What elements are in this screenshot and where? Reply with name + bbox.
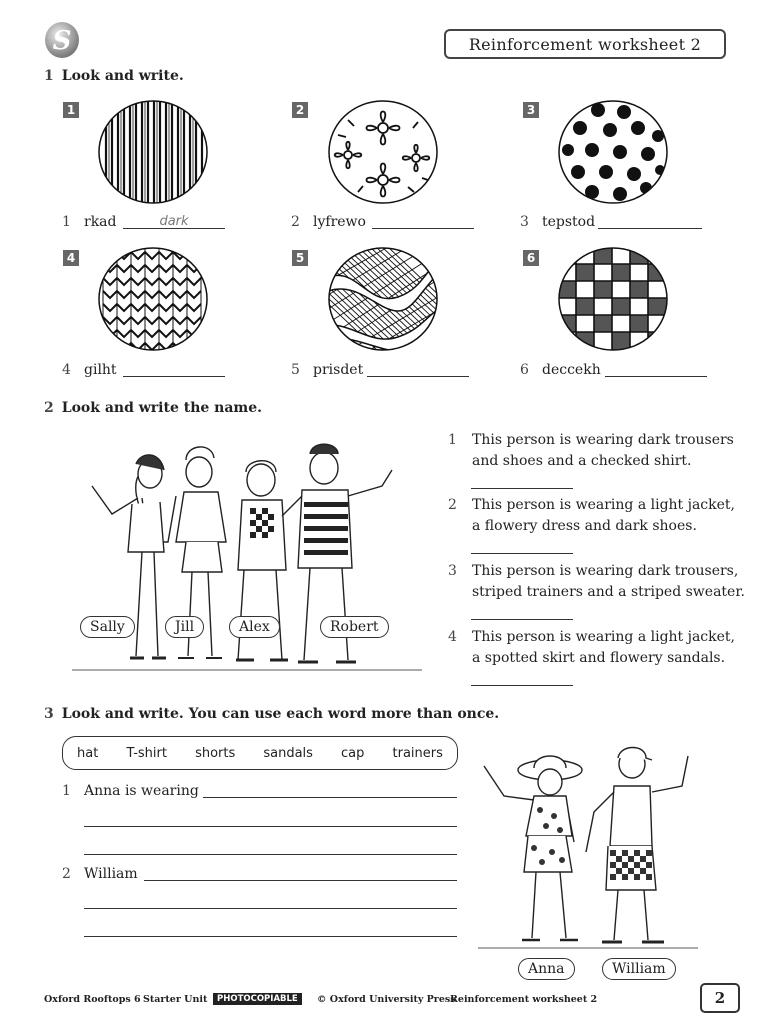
name-label-jill: Jill [165,616,204,638]
spotted-icon [558,100,668,204]
flowery-icon [328,100,438,204]
footer-photocopiable: PHOTOCOPIABLE [213,993,302,1004]
answer-line[interactable] [367,362,469,377]
answer-line[interactable] [605,362,707,377]
statement-3: 3 This person is wearing dark trousers, striped trainers and a striped sweater. [448,563,745,600]
ex3-q2: 2 William [62,866,138,882]
answer-line[interactable] [84,894,457,909]
answer-line[interactable] [372,214,474,229]
name-label-alex: Alex [229,616,280,638]
name-label-sally: Sally [80,616,135,638]
answer-line[interactable] [471,605,573,620]
footer-book: Oxford Rooftops 6 [44,994,141,1005]
answer-line[interactable] [598,214,702,229]
picture-tag: 3 [523,102,539,118]
answer-line[interactable] [471,539,573,554]
answer-line[interactable] [84,840,457,855]
statement-1: 1 This person is wearing dark trousers and shoes and a checked shirt. [448,432,734,469]
picture-tag: 2 [292,102,308,118]
ex3-heading: 3 Look and write. You can use each word more than once. [44,706,500,722]
picture-tag: 4 [63,250,79,266]
ex1-item: 1 rkad [62,214,117,230]
ex1-item: 6 deccekh [520,362,601,378]
answer-line[interactable] [123,362,225,377]
word-trainers: trainers [392,745,443,761]
four-children-illustration [66,432,428,678]
ex1-item: 3 tepstod [520,214,596,230]
knit-icon [98,247,208,351]
answer-line[interactable] [471,474,573,489]
picture-tag: 6 [523,250,539,266]
svg-text:S: S [52,26,72,56]
word-sandals: sandals [263,745,313,761]
checked-icon [558,247,668,351]
answer-line[interactable] [84,812,457,827]
ex2-heading: 2 Look and write the name. [44,400,263,416]
picture-tag: 1 [63,102,79,118]
footer-copyright: © Oxford University Press [317,994,456,1005]
answer-line[interactable] [471,671,573,686]
ex1-item: 5 prisdet [291,362,364,378]
ex1-heading: 1 Look and write. [44,68,184,84]
footer-sheet: Reinforcement worksheet 2 [450,994,598,1005]
footer-unit: Starter Unit [143,994,208,1005]
statement-2: 2 This person is wearing a light jacket, a flowery dress and dark shoes. [448,497,735,534]
answer-line[interactable] [203,783,457,798]
word-bank [62,736,458,770]
name-label-robert: Robert [320,616,389,638]
picture-tag: 5 [292,250,308,266]
word-shorts: shorts [195,745,236,761]
word-hat: hat [77,745,99,761]
anna-william-illustration [472,730,704,952]
ex3-q1: 1 Anna is wearing [62,783,199,799]
name-label-anna: Anna [518,958,575,980]
statement-4: 4 This person is wearing a light jacket, a spotted skirt and flowery sandals. [448,629,735,666]
answer-line[interactable] [84,922,457,937]
word-cap: cap [341,745,365,761]
ex1-item: 4 gilht [62,362,117,378]
word-tshirt: T-shirt [126,745,167,761]
answer-line[interactable] [144,866,457,881]
series-logo [44,20,80,60]
vertical-stripes-icon [98,100,208,204]
diagonal-stripes-icon [328,247,438,351]
answer-line[interactable]: dark [123,214,225,229]
name-label-william: William [602,958,676,980]
ex1-item: 2 lyfrewo [291,214,366,230]
page-number: 2 [700,983,740,1013]
worksheet-title: Reinforcement worksheet 2 [444,29,726,59]
